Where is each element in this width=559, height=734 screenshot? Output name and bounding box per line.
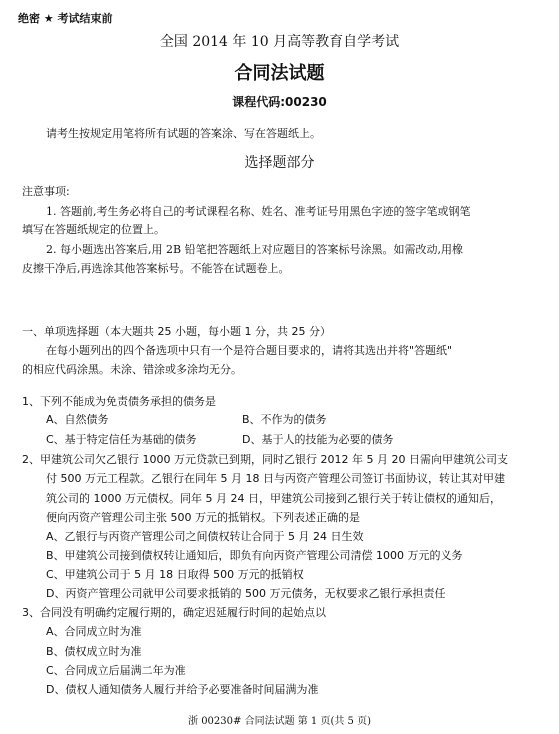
question-stem: 付 500 万元工程款。乙银行在同年 5 月 18 日与丙资产管理公司签订书面协议，转让其对甲建 — [46, 472, 505, 485]
question-option: B、不作为的债务 — [242, 413, 327, 426]
question-option: C、合同成立后届满二年为准 — [46, 664, 186, 677]
question-stem: 筑公司的 1000 万元债权。同年 5 月 24 日，甲建筑公司接到乙银行关于转让债权的通知后， — [46, 492, 501, 505]
page-footer: 浙 00230# 合同法试题 第 1 页(共 5 页) — [188, 716, 371, 727]
question-stem: 2、甲建筑公司欠乙银行 1000 万元贷款已到期，同时乙银行 2012 年 5 月 20 日需向甲建筑公司支 — [22, 453, 508, 466]
part-one-instruction: 的相应代码涂黑。未涂、错涂或多涂均无分。 — [22, 363, 242, 376]
notes-heading: 注意事项: — [22, 185, 70, 198]
notes-line: 皮擦干净后,再选涂其他答案标号。不能答在试题卷上。 — [22, 262, 290, 275]
question-option: A、合同成立时为准 — [46, 625, 142, 638]
section-title: 选择题部分 — [244, 155, 315, 171]
part-one-heading: 一、单项选择题（本大题共 25 小题，每小题 1 分，共 25 分） — [22, 325, 331, 338]
confidential-mark: 绝密 ★ 考试结束前 — [18, 12, 113, 25]
question-option: D、债权人通知债务人履行并给予必要准备时间届满为准 — [46, 683, 319, 696]
question-stem: 3、合同没有明确约定履行期的，确定迟延履行时间的起始点以 — [22, 606, 326, 619]
question-option: B、甲建筑公司接到债权转让通知后，即负有向丙资产管理公司清偿 1000 万元的义务 — [46, 549, 463, 562]
question-stem: 1、下列不能成为免责债务承担的债务是 — [22, 395, 216, 408]
question-option: C、基于特定信任为基础的债务 — [46, 433, 197, 446]
course-code: 课程代码:00230 — [232, 95, 327, 109]
question-option: D、基于人的技能为必要的债务 — [242, 433, 394, 446]
notes-line: 填写在答题纸规定的位置上。 — [22, 223, 165, 236]
part-one-instruction: 在每小题列出的四个备选项中只有一个是符合题目要求的，请将其选出并将"答题纸" — [46, 344, 453, 357]
intro-instruction: 请考生按规定用笔将所有试题的答案涂、写在答题纸上。 — [46, 127, 321, 140]
notes-line: 2. 每小题选出答案后,用 2B 铅笔把答题纸上对应题目的答案标号涂黑。如需改动,用橡 — [46, 243, 464, 256]
question-stem: 便向丙资产管理公司主张 500 万元的抵销权。下列表述正确的是 — [46, 511, 360, 524]
exam-title: 全国 2014 年 10 月高等教育自学考试 — [159, 34, 400, 50]
question-option: A、自然债务 — [46, 413, 109, 426]
notes-line: 1. 答题前,考生务必将自己的考试课程名称、姓名、准考证号用黑色字迹的签字笔或钢笔 — [46, 205, 471, 218]
question-option: D、丙资产管理公司就甲公司要求抵销的 500 万元债务，无权要求乙银行承担责任 — [46, 587, 446, 600]
question-option: A、乙银行与丙资产管理公司之间债权转让合同于 5 月 24 日生效 — [46, 530, 364, 543]
question-option: B、债权成立时为准 — [46, 645, 142, 658]
paper-title: 合同法试题 — [234, 63, 325, 84]
question-option: C、甲建筑公司于 5 月 18 日取得 500 万元的抵销权 — [46, 568, 304, 581]
